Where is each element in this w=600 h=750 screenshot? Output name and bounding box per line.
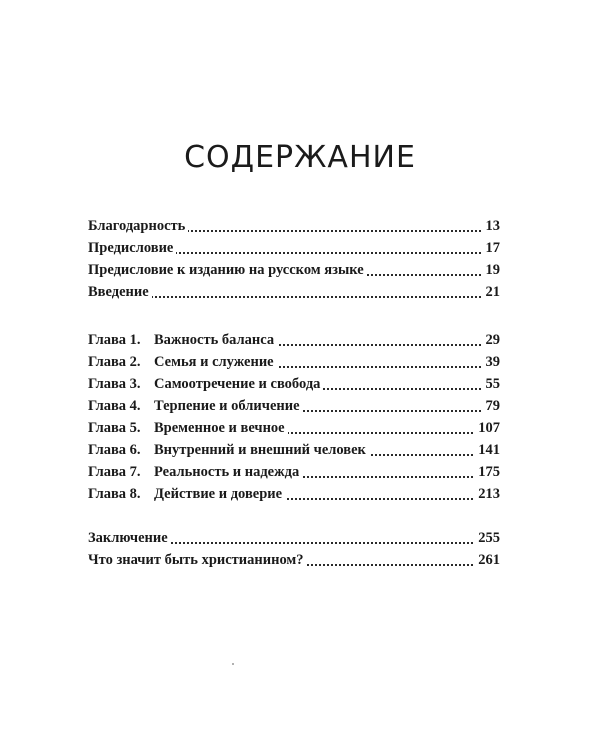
toc-entry-page: 13 [483,215,501,237]
toc-entry-label: Что значит быть христианином? [88,549,307,571]
toc-chapter-entry [88,351,500,373]
toc-entry-page: 141 [475,439,500,461]
chapter-number: Глава 8. [88,486,141,502]
toc-entry-page: 107 [475,417,500,439]
toc-entry-label [88,483,285,505]
chapter-title: Действие и доверие [154,486,283,502]
toc-entry [88,281,500,303]
chapter-number: Глава 4. [88,398,141,414]
chapter-title: Самоотречение и свобода [154,376,321,392]
toc-chapter-entry [88,483,500,505]
toc-chapter-entry [88,439,500,461]
chapter-number: Глава 5. [88,420,141,436]
toc-entry-label: Благодарность [88,215,188,237]
toc-entry [88,549,500,571]
toc-entry-label [88,373,323,395]
toc-entry-page: 255 [475,527,500,549]
chapter-number: Глава 1. [88,332,141,348]
toc-entry-label: Введение [88,281,152,303]
toc-entry-label [88,439,369,461]
toc-entry-page: 19 [483,259,501,281]
toc-chapter-entry [88,417,500,439]
chapter-title: Временное и вечное [154,420,285,436]
chapter-title: Семья и служение [154,354,274,370]
toc-entry-page: 55 [483,373,501,395]
toc-entry [88,215,500,237]
chapter-title: Важность баланса [154,332,275,348]
toc-entry-page: 29 [483,329,501,351]
paper-speck [232,663,234,665]
toc-entry-label [88,417,288,439]
toc-entry [88,237,500,259]
toc-entry [88,259,500,281]
toc-back-matter [88,527,500,571]
toc-entry [88,527,500,549]
toc-entry-page: 21 [483,281,501,303]
toc-entry-label: Предисловие [88,237,176,259]
toc-entry-label [88,351,277,373]
toc-entry-page: 261 [475,549,500,571]
chapter-number: Глава 3. [88,376,141,392]
page-title: СОДЕРЖАНИЕ [184,140,416,175]
chapter-number: Глава 2. [88,354,141,370]
chapter-title: Реальность и надежда [154,464,300,480]
toc-entry-page: 39 [483,351,501,373]
toc-entry-page: 79 [483,395,501,417]
chapter-number: Глава 6. [88,442,141,458]
toc-chapter-entry [88,395,500,417]
toc-chapters [88,329,500,505]
toc-chapter-entry [88,461,500,483]
chapter-title: Терпение и обличение [154,398,300,414]
toc-entry-label: Заключение [88,527,171,549]
toc-chapter-entry [88,373,500,395]
toc-entry-page: 17 [483,237,501,259]
toc-chapter-entry [88,329,500,351]
toc-front-matter [88,215,500,303]
chapter-number: Глава 7. [88,464,141,480]
chapter-title: Внутренний и внешний человек [154,442,366,458]
toc-entry-page: 175 [475,461,500,483]
toc-entry-label: Предисловие к изданию на русском языке [88,259,367,281]
toc-entry-label [88,329,277,351]
toc-entry-label [88,461,302,483]
toc-entry-page: 213 [475,483,500,505]
toc-entry-label [88,395,303,417]
